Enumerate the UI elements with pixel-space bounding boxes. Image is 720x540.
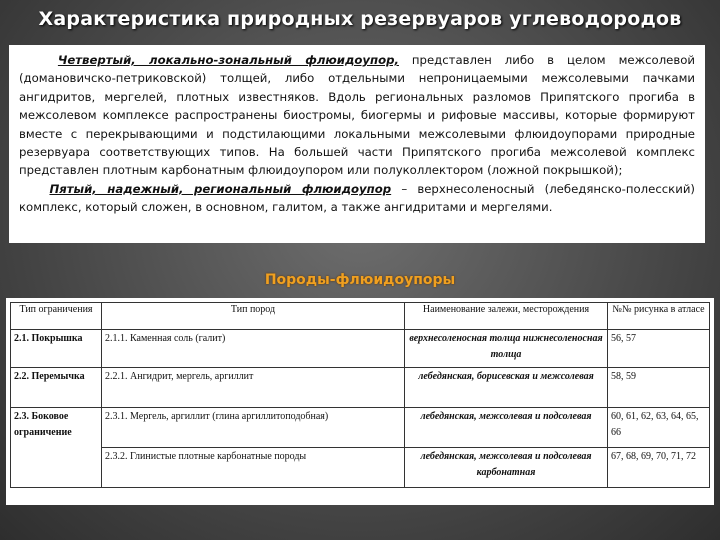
table-row xyxy=(11,330,710,368)
cell-deposit: верхнесоленосная толща нижнесоленосная толща xyxy=(405,330,608,368)
cell-figure: 56, 57 xyxy=(608,330,710,368)
cell-type xyxy=(11,448,102,488)
cell-figure: 67, 68, 69, 70, 71, 72 xyxy=(608,448,710,488)
table-row xyxy=(11,368,710,408)
cell-type: 2.1. Покрышка xyxy=(11,330,102,368)
paragraph-fifth-seal-body: – верхнесоленосный (лебедянско-полесский) комплекс, который сложен, в основном, галитом, а также ангидритами и мергелями. xyxy=(19,181,695,215)
table-row xyxy=(11,448,710,488)
cell-figure: 58, 59 xyxy=(608,368,710,408)
paragraph-fourth-seal-body: представлен либо в целом межсолевой (домановичско-петриковской) толщей, либо отдельными непроницаемыми межсолевыми пачками ангидритов, мергелей, плотных известняков. Вдоль региональных разломов Припятского прогиба в межсолевом комплексе распространены биостромы, биогермы и рифовые массивы, которые формируют вместе с перекрывающими и подстилающими локальными межсолевыми флюидоупорами природные резервуара соответствующих типов. На большей части Припятского прогиба межсолевой комплекс представлен плотным карбонатным флюидоупором или полуколлектором (ложной покрышкой); xyxy=(19,53,695,178)
header-rock: Тип пород xyxy=(102,303,405,330)
table-row xyxy=(11,408,710,448)
cell-rock: 2.2.1. Ангидрит, мергель, аргиллит xyxy=(102,368,405,408)
header-type: Тип ограничения xyxy=(11,303,102,330)
seal-rocks-table xyxy=(10,302,710,488)
term-fifth-seal: Пятый, надежный, региональный флюидоупор xyxy=(49,181,392,196)
cell-figure: 60, 61, 62, 63, 64, 65, 66 xyxy=(608,408,710,448)
cell-deposit: лебедянская, межсолевая и подсолевая карбонатная xyxy=(405,448,608,488)
section-subtitle: Породы-флюидоупоры xyxy=(264,272,456,288)
cell-rock: 2.3.1. Мергель, аргиллит (глина аргиллитоподобная) xyxy=(102,408,405,448)
cell-deposit: лебедянская, межсолевая и подсолевая xyxy=(405,408,608,448)
cell-type: 2.3. Боковое ограничение xyxy=(11,408,102,448)
cell-rock: 2.1.1. Каменная соль (галит) xyxy=(102,330,405,368)
cell-deposit: лебедянская, борисевская и межсолевая xyxy=(405,368,608,408)
paragraph-fourth-seal xyxy=(19,51,695,180)
paragraph-fifth-seal xyxy=(19,180,695,217)
table-header-row xyxy=(11,303,710,330)
term-fourth-seal: Четвертый, локально-зональный флюидоупор, xyxy=(57,53,399,67)
cell-type: 2.2. Перемычка xyxy=(11,368,102,408)
header-deposit: Наименование залежи, месторождения xyxy=(405,303,608,330)
description-text-box xyxy=(9,45,705,243)
slide-title: Характеристика природных резервуаров углеводородов xyxy=(38,8,682,30)
seal-rocks-table-container xyxy=(6,298,714,505)
header-figure: №№ рисунка в атласе xyxy=(608,303,710,330)
cell-rock: 2.3.2. Глинистые плотные карбонатные породы xyxy=(102,448,405,488)
